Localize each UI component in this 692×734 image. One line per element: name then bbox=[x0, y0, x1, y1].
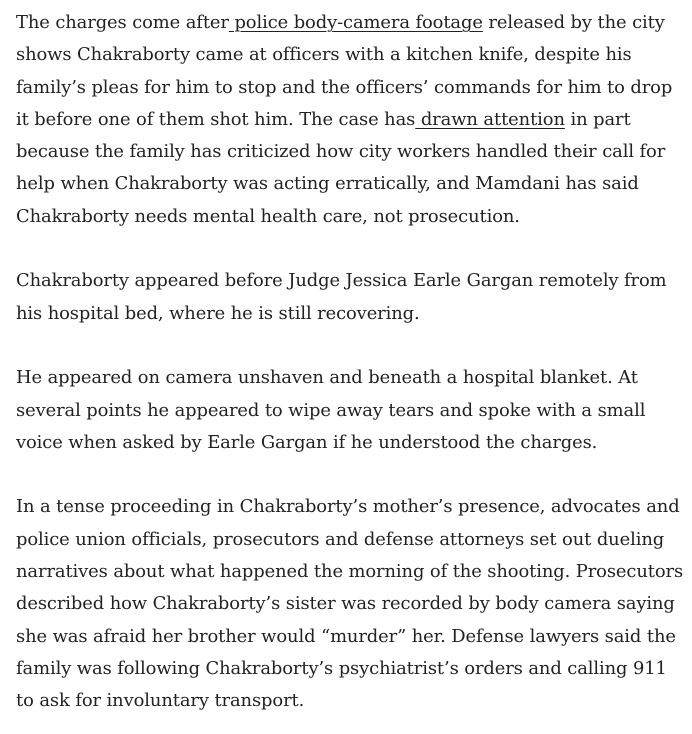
paragraph-proceeding: In a tense proceeding in Chakraborty’s mother’s presence, advocates and police union officials, prosecutors and defense attorneys set out dueling narratives about what happened the morning of the shooting. Prosecutors described how Chakraborty’s sister was recorded by body camera saying she was afraid her brother would “murder” her. Defense lawyers said the family was following Chakraborty’s psychiatrist’s orders and calling 911 to ask for involuntary transport. bbox=[16, 496, 684, 712]
paragraph-charges bbox=[16, 7, 684, 233]
paragraph-text: in part because the family has criticized how city workers handled their call for help when Chakraborty was acting erratically, and Mamdani has said Chakraborty needs mental health care, not prosecution. bbox=[16, 108, 666, 227]
link-drawn-attention[interactable]: drawn attention bbox=[415, 108, 565, 130]
link-body-camera-footage[interactable]: police body-camera footage bbox=[228, 12, 483, 33]
paragraph-camera-appearance: He appeared on camera unshaven and beneath a hospital blanket. At several points he appeared to wipe away tears and spoke with a small voice when asked by Earle Gargan if he understood the charges. bbox=[16, 367, 646, 453]
paragraph-text: The charges come after bbox=[16, 12, 229, 33]
paragraph-court-appearance: Chakraborty appeared before Judge Jessica Earle Gargan remotely from his hospital bed, where he is still recovering. bbox=[16, 270, 667, 324]
paragraph-text: released by the city shows Chakraborty came at officers with a kitchen knife, despite his family’s pleas for him to stop and the officers’ commands for him to drop it before one of them shot him. The case has bbox=[16, 12, 673, 130]
